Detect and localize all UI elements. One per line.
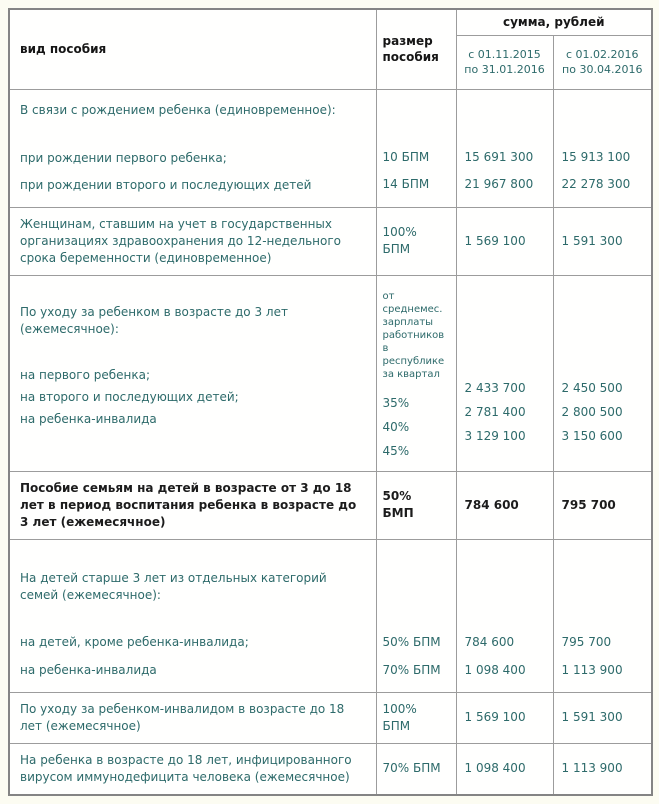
amount-value: 2 450 500 [561,380,623,395]
amount-period2-cell: 1 591 300 [553,692,652,743]
amount-period1-cell [456,89,553,207]
amount-value: 2 800 500 [561,404,623,419]
benefit-intro: В связи с рождением ребенка (единовременное): [20,102,336,117]
spacer [562,290,644,376]
amount-period1-cell [456,275,553,471]
size-value: 10 БПМ [382,149,430,164]
benefit-item: на ребенка-инвалида [20,411,157,426]
row-family-3-to-18 [9,471,652,539]
size-value: 50% БПМ [382,634,441,649]
amount-value: 15 913 100 [561,149,631,164]
amount-period2-cell [553,275,652,471]
spacer [465,102,545,144]
benefit-item: при рождении второго и последующих детей [20,177,312,192]
amount-period2-cell [553,89,652,207]
amount-value: 1 098 400 [464,662,526,677]
row-over-3-categories [9,539,652,692]
size-value: 70% БПМ [382,662,441,677]
amount-period1-cell: 1 569 100 [456,692,553,743]
benefit-name-cell: Женщинам, ставшим на учет в государственных организациях здравоохранения до 12-недельного срока беременности (единовременное) [9,207,376,275]
header-period-1 [456,35,553,89]
benefit-item: на ребенка-инвалида [20,662,157,677]
child-benefits-table [8,8,653,796]
benefit-size-cell [376,539,456,692]
benefit-name-cell: По уходу за ребенком-инвалидом в возрасте до 18 лет (ежемесячное) [9,692,376,743]
amount-value: 21 967 800 [464,176,534,191]
table-header [9,9,652,89]
benefit-name-cell: На ребенка в возрасте до 18 лет, инфицированного вирусом иммунодефицита человека (ежемесячное) [9,743,376,795]
size-value: 40% [382,419,410,434]
spacer [383,570,448,628]
benefit-size-cell: 70% БПМ [376,743,456,795]
benefit-name-cell [9,539,376,692]
size-value: 45% [382,443,410,458]
benefit-item: на первого ребенка; [20,367,151,382]
benefit-item: на детей, кроме ребенка-инвалида; [20,634,249,649]
benefit-name-cell [9,89,376,207]
amount-period1-cell: 1 569 100 [456,207,553,275]
spacer [562,570,644,628]
spacer [562,102,644,144]
spacer [383,102,448,144]
size-value: 50% БМП [382,489,414,520]
row-childcare-under-3 [9,275,652,471]
amount-value: 784 600 [464,634,515,649]
amount-value: 3 129 100 [464,428,526,443]
benefit-size-cell: 100% БПМ [376,207,456,275]
amount-period1-cell: 784 600 [456,471,553,539]
size-value: 35% [382,395,410,410]
benefit-item: на второго и последующих детей; [20,389,239,404]
benefit-size-cell: 100% БПМ [376,692,456,743]
amount-period2-cell: 1 113 900 [553,743,652,795]
period1-to: по 31.01.2016 [464,63,545,76]
amount-value: 15 691 300 [464,149,534,164]
amount-period2-cell: 795 700 [553,471,652,539]
row-early-registration [9,207,652,275]
row-disabled-child-care [9,692,652,743]
benefit-size-cell [376,89,456,207]
benefit-size-cell [376,471,456,539]
size-value: 14 БПМ [382,176,430,191]
spacer [465,570,545,628]
amount-period1-cell [456,539,553,692]
period1-from: с 01.11.2015 [468,48,541,61]
header-period-2 [553,35,652,89]
benefit-name-cell [9,275,376,471]
period2-to: по 30.04.2016 [562,63,643,76]
benefit-intro: На детей старше 3 лет из отдельных категорий семей (ежемесячное): [20,570,327,602]
amount-value: 1 113 900 [561,662,623,677]
amount-value: 2 781 400 [464,404,526,419]
benefit-name-cell: Пособие семьям на детей в возрасте от 3 до 18 лет в период воспитания ребенка в возрасте до 3 лет (ежемесячное) [9,471,376,539]
spacer [465,290,545,376]
benefit-intro: По уходу за ребенком в возрасте до 3 лет (ежемесячное): [20,304,288,336]
amount-period1-cell: 1 098 400 [456,743,553,795]
size-note: от среднемес. зарплаты работников в республике за квартал [382,290,445,380]
benefit-size-cell [376,275,456,471]
amount-value: 2 433 700 [464,380,526,395]
amount-period2-cell: 1 591 300 [553,207,652,275]
row-birth-grant [9,89,652,207]
period2-from: с 01.02.2016 [565,48,639,61]
header-amount-title: сумма, рублей [456,9,652,35]
header-benefit-size: размер пособия [376,9,456,89]
amount-value: 3 150 600 [561,428,623,443]
row-hiv-child [9,743,652,795]
header-benefit-type: вид пособия [9,9,376,89]
amount-value: 22 278 300 [561,176,631,191]
amount-value: 795 700 [561,634,612,649]
amount-period2-cell [553,539,652,692]
benefit-item: при рождении первого ребенка; [20,150,227,165]
